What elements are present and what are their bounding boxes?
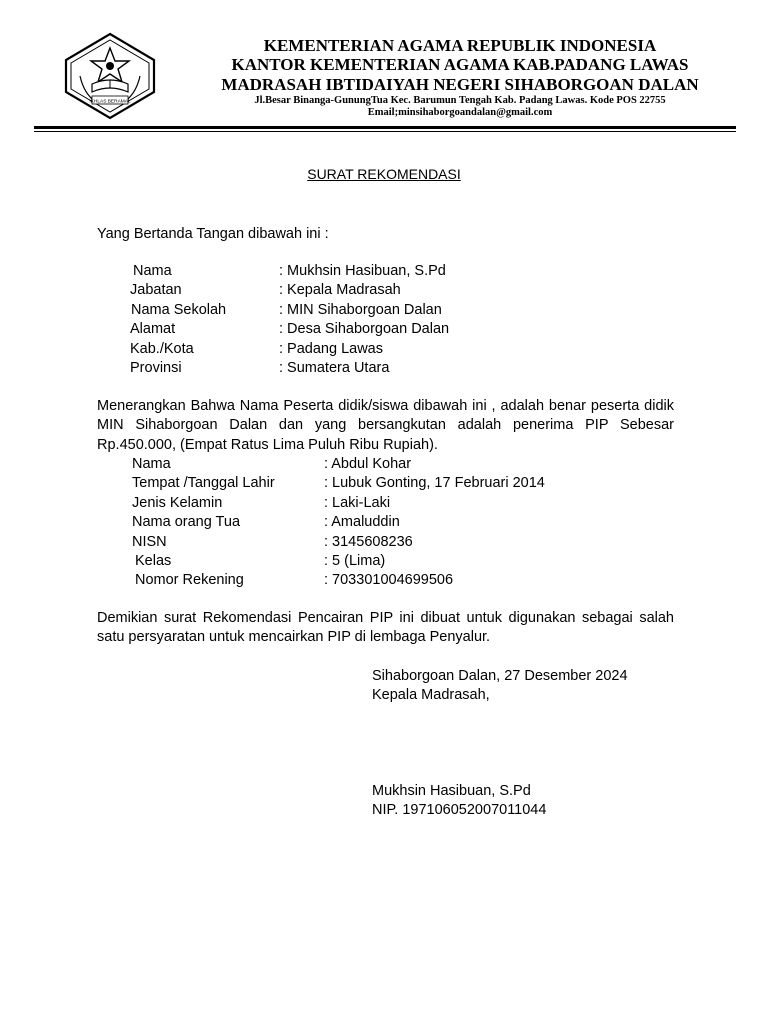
- field-label: NISN: [132, 533, 167, 550]
- student-row-birth: [132, 474, 692, 493]
- signature-place-date: Sihaborgoan Dalan, 27 Desember 2024: [372, 668, 628, 684]
- letterhead-divider-thin: [34, 131, 736, 132]
- signer-row-regency: [130, 340, 650, 359]
- closing-paragraph: Demikian surat Rekomendasi Pencairan PIP ini dibuat untuk digunakan sebagai salah satu persyaratan untuk mencairkan PIP di lembaga Penyalur.: [97, 610, 674, 646]
- letterhead-email: Email;minsihaborgoandalan@gmail.com: [367, 107, 553, 118]
- field-label: Tempat /Tanggal Lahir: [132, 475, 275, 492]
- field-value: : Padang Lawas: [279, 340, 383, 357]
- intro-text: Yang Bertanda Tangan dibawah ini :: [97, 226, 329, 242]
- letter-title-text: SURAT REKOMENDASI: [307, 166, 461, 182]
- field-label: Kab./Kota: [130, 340, 194, 357]
- field-value: : Amaluddin: [324, 514, 400, 531]
- statement-paragraph: Menerangkan Bahwa Nama Peserta didik/siswa dibawah ini , adalah benar peserta didik MIN Sihaborgoan Dalan dan yang bersangkutan adalah penerima PIP Sebesar Rp.450.000, (Empat Ratus Lima Puluh Ribu Rupiah).: [97, 398, 674, 453]
- student-row-parent: [132, 513, 692, 532]
- signer-details: [130, 262, 650, 378]
- signer-row-position: [130, 281, 650, 300]
- letterhead: [190, 36, 730, 119]
- student-row-class: [132, 552, 692, 571]
- signature-footer: [372, 782, 546, 821]
- letter-title: [0, 166, 768, 182]
- signature-header: [372, 667, 628, 706]
- letterhead-office: KANTOR KEMENTERIAN AGAMA KAB.PADANG LAWAS: [231, 55, 689, 74]
- field-value: : Kepala Madrasah: [279, 282, 401, 299]
- signature-position: Kepala Madrasah,: [372, 687, 490, 704]
- field-label: Alamat: [130, 321, 176, 338]
- field-label: Jabatan: [130, 282, 182, 299]
- signer-row-name: [130, 262, 650, 281]
- signer-row-province: [130, 359, 650, 378]
- student-row-account: [132, 571, 692, 590]
- signature-nip: NIP. 197106052007011044: [372, 802, 547, 819]
- field-value: : Abdul Kohar: [324, 456, 412, 472]
- field-value: : Desa Sihaborgoan Dalan: [279, 321, 450, 338]
- field-label: Nomor Rekening: [135, 572, 244, 589]
- signature-name: Mukhsin Hasibuan, S.Pd: [372, 783, 531, 799]
- field-label: Nama orang Tua: [132, 514, 241, 531]
- kemenag-logo-icon: [62, 32, 158, 120]
- field-label: Nama: [132, 456, 171, 472]
- field-label: Nama: [133, 263, 172, 279]
- field-value: : 3145608236: [324, 533, 413, 550]
- field-value: : MIN Sihaborgoan Dalan: [279, 301, 442, 318]
- field-value: : Laki-Laki: [324, 494, 391, 511]
- student-row-gender: [132, 494, 692, 513]
- field-label: Kelas: [135, 552, 172, 569]
- field-label: Nama Sekolah: [131, 301, 227, 318]
- field-label: Jenis Kelamin: [132, 494, 223, 511]
- field-label: Provinsi: [130, 359, 182, 376]
- field-value: : Lubuk Gonting, 17 Februari 2014: [324, 475, 545, 492]
- field-value: : Mukhsin Hasibuan, S.Pd: [279, 263, 446, 279]
- logo-motto: IKHLAS BERAMAL: [89, 99, 131, 105]
- letterhead-ministry: KEMENTERIAN AGAMA REPUBLIK INDONESIA: [263, 36, 657, 55]
- letterhead-address: Jl.Besar Binanga-GunungTua Kec. Barumun Tengah Kab. Padang Lawas. Kode POS 22755: [254, 95, 666, 106]
- field-value: : 703301004699506: [324, 572, 454, 589]
- field-value: : 5 (Lima): [324, 552, 386, 569]
- letterhead-divider-thick: [34, 126, 736, 129]
- letterhead-school: MADRASAH IBTIDAIYAH NEGERI SIHABORGOAN DALAN: [221, 75, 699, 94]
- student-details: [132, 455, 692, 591]
- signer-row-address: [130, 320, 650, 339]
- student-row-name: [132, 455, 692, 474]
- field-value: : Sumatera Utara: [279, 359, 390, 376]
- student-row-nisn: [132, 533, 692, 552]
- signer-row-school: [130, 301, 650, 320]
